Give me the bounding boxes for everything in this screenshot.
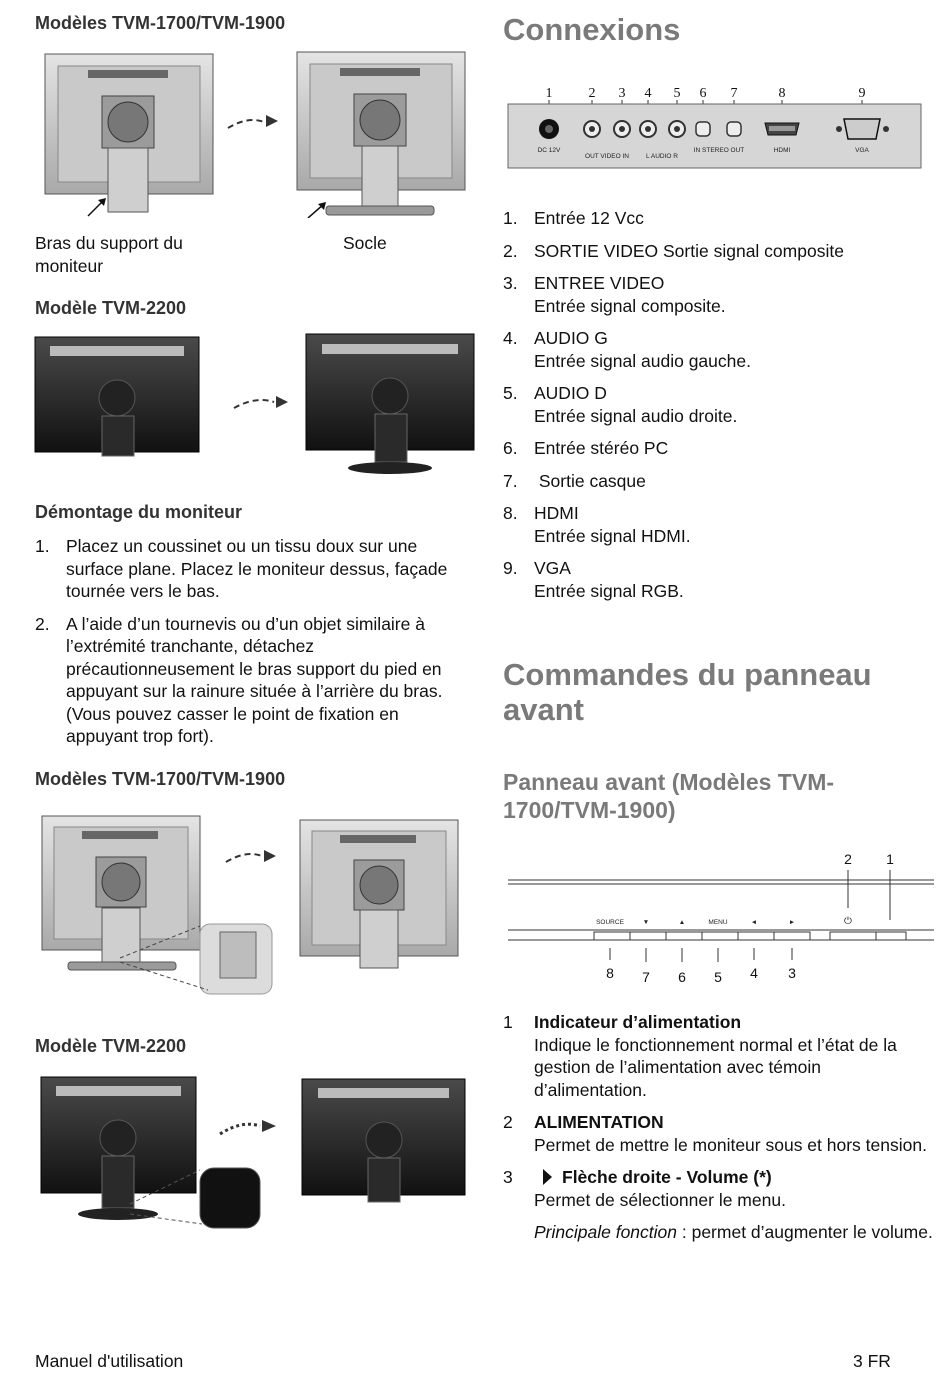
panel-button-label: ►	[788, 919, 796, 926]
connector-label: DC 12V	[537, 147, 561, 154]
list-item: 7. Sortie casque	[503, 470, 646, 491]
connector-number: 1	[545, 86, 553, 101]
model-heading-2: Modèle TVM-2200	[35, 298, 187, 318]
connector-label: L AUDIO R	[646, 153, 678, 160]
list-item: 1. Placez un coussinet ou un tissu doux sur une surface plane. Placez le moniteur dessus, façade tournée vers le bas.	[35, 536, 448, 601]
caption-arm: Bras du support du moniteur	[35, 233, 183, 276]
monitor-tvm2200-illustration-2	[38, 1074, 468, 1234]
list-item: 5. AUDIO D Entrée signal audio droite.	[503, 383, 738, 426]
connector-label: IN STEREO OUT	[693, 147, 745, 154]
monitor-tvm2200-illustration-1	[34, 332, 479, 478]
list-item: 1 Indicateur d’alimentation Indique le fonctionnement normal et l’état de la gestion de l’alimentation avec témoin d’alimentation.	[503, 1012, 897, 1100]
list-item: 2. A l’aide d’un tournevis ou d’un objet similaire à l’extrémité tranchante, détachez précautionneusement le bras support du pied en appuyant sur la rainure située à l’arrière du bras. (Vous pouvez casser le point de fixation en appuyant trop fort).	[35, 613, 443, 746]
caption-base: Socle	[343, 233, 387, 253]
panel-button-label: ▼	[642, 919, 650, 926]
list-item: 2. SORTIE VIDEO Sortie signal composite	[503, 240, 844, 261]
models-heading-1: Modèles TVM-1700/TVM-1900	[35, 13, 286, 33]
models-heading-3: Modèles TVM-1700/TVM-1900	[35, 769, 286, 789]
list-item: 3. ENTREE VIDEO Entrée signal composite.	[503, 273, 726, 316]
connector-number: 2	[588, 86, 596, 101]
panel-button-label: ◄	[750, 919, 758, 926]
list-item	[503, 1221, 935, 1244]
panel-button-label: MENU	[708, 919, 728, 926]
connections-list	[503, 207, 933, 602]
disassembly-steps	[35, 535, 460, 748]
connector-panel-diagram	[506, 84, 924, 170]
panel-number: 1	[886, 851, 894, 867]
list-item: 6. Entrée stéréo PC	[503, 438, 669, 458]
connector-number: 9	[858, 86, 866, 101]
right-arrow-icon	[543, 1169, 552, 1185]
panel-number: 4	[750, 965, 758, 981]
front-panel-title: Panneau avant (Modèles TVM-1700/TVM-1900)	[503, 769, 835, 823]
front-panel-diagram	[506, 848, 936, 988]
monitor-arm-illustration-2	[38, 812, 468, 998]
power-icon: ⏻	[844, 916, 852, 927]
connector-label: HDMI	[773, 147, 791, 154]
connector-number: 8	[778, 86, 786, 101]
connector-label: VGA	[855, 147, 869, 154]
connector-number: 4	[644, 86, 652, 101]
panel-number: 2	[844, 851, 852, 867]
connector-number: 7	[730, 86, 738, 101]
connector-number: 6	[699, 86, 707, 101]
model-heading-4: Modèle TVM-2200	[35, 1036, 187, 1056]
panel-number: 7	[642, 969, 650, 985]
connector-number: 5	[673, 86, 681, 101]
list-item: 9. VGA Entrée signal RGB.	[503, 558, 684, 601]
panel-number: 5	[714, 969, 722, 985]
panel-number: 6	[678, 969, 686, 985]
commands-title: Commandes du panneau avant	[503, 657, 872, 727]
connector-label: OUT VIDEO IN	[585, 153, 629, 160]
panel-number: 3	[788, 965, 796, 981]
footer-title: Manuel d'utilisation	[35, 1351, 184, 1371]
monitor-arm-illustration-1	[40, 48, 470, 218]
connector-number: 3	[618, 86, 626, 101]
main-function-text: : permet d’augmenter le volume.	[677, 1222, 933, 1242]
page-number: 3 FR	[853, 1351, 891, 1371]
list-item: 8. HDMI Entrée signal HDMI.	[503, 503, 691, 546]
connexions-title: Connexions	[503, 12, 681, 47]
main-function-label: Principale fonction	[534, 1222, 677, 1242]
panel-button-label: SOURCE	[596, 919, 624, 926]
controls-list	[503, 1011, 935, 1244]
list-item: 2 ALIMENTATION Permet de mettre le moniteur sous et hors tension.	[503, 1112, 927, 1155]
list-item: 1. Entrée 12 Vcc	[503, 208, 644, 228]
panel-button-label: ▲	[678, 919, 686, 926]
panel-number: 8	[606, 965, 614, 981]
disassembly-heading: Démontage du moniteur	[35, 502, 243, 522]
list-item: 3 Flèche droite - Volume (*) Permet de sélectionner le menu.	[503, 1167, 786, 1210]
list-item: 4. AUDIO G Entrée signal audio gauche.	[503, 328, 751, 371]
